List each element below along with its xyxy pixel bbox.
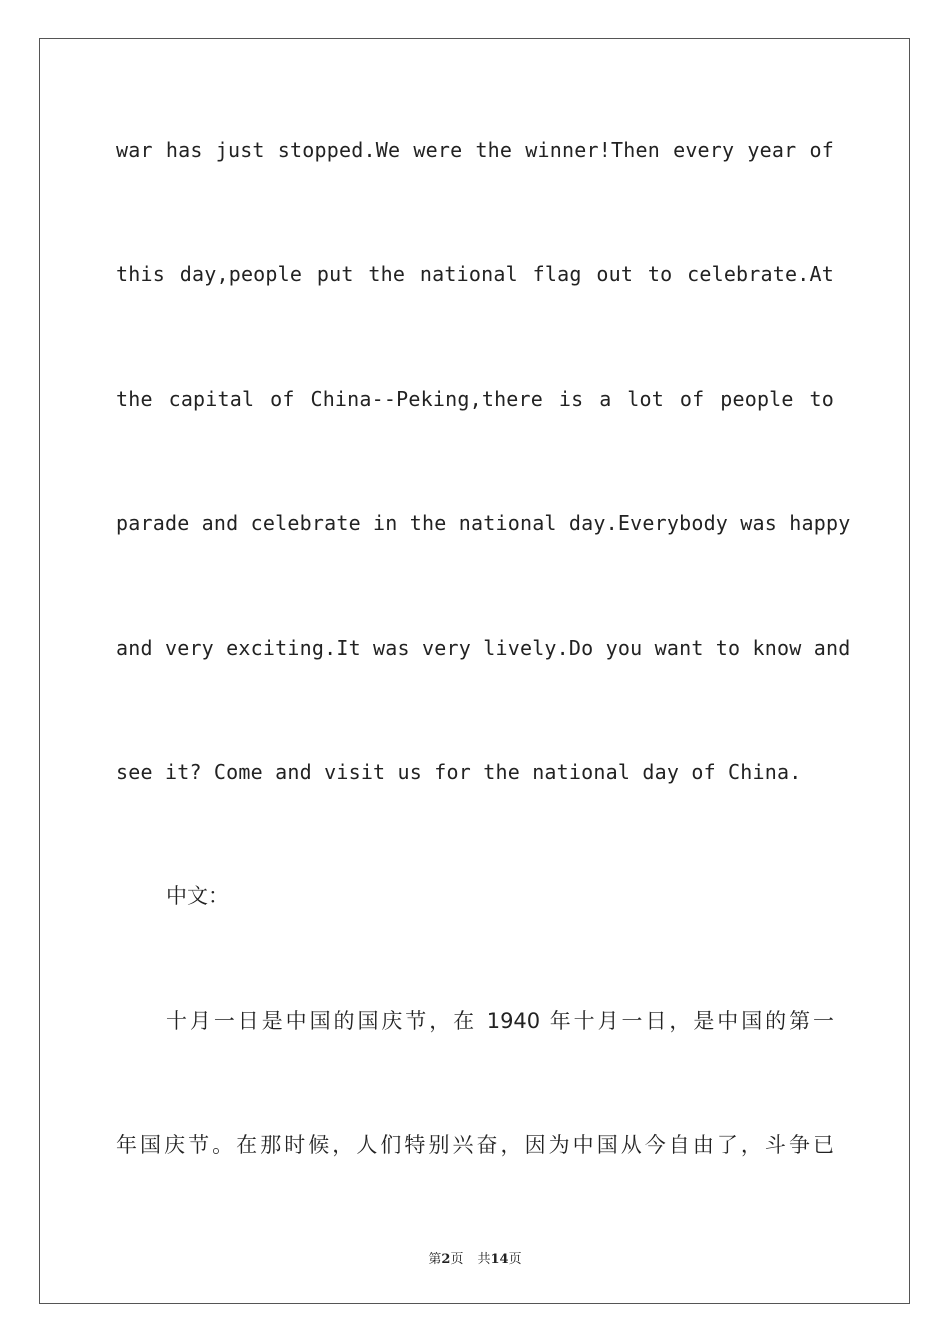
chinese-line-1: 十月一日是中国的国庆节，在 1940 年十月一日，是中国的第一 — [166, 1009, 834, 1033]
chinese-line-2: 年国庆节。在那时候，人们特别兴奋，因为中国从今自由了，斗争已 — [116, 1133, 834, 1157]
english-line-5: and very exciting.It was very lively.Do you want to know and — [116, 636, 851, 660]
chinese-heading: 中文： — [166, 884, 229, 908]
english-line-1: war has just stopped.We were the winner!Then every year of — [116, 138, 834, 162]
footer-total-prefix: 共 — [477, 1252, 491, 1267]
english-line-2: this day,people put the national flag out to celebrate.At — [116, 262, 834, 286]
english-line-3: the capital of China--Peking,there is a lot of people to — [116, 387, 834, 411]
footer-page-suffix: 页 — [450, 1252, 464, 1267]
footer-page-number: 2 — [441, 1252, 451, 1267]
english-line-4: parade and celebrate in the national day.Everybody was happy — [116, 511, 851, 535]
footer-total-suffix: 页 — [508, 1252, 522, 1267]
page-border — [39, 38, 910, 1304]
footer-page-prefix: 第 — [428, 1252, 442, 1267]
page-footer — [0, 1248, 950, 1267]
footer-total-pages: 14 — [490, 1252, 509, 1267]
english-line-6: see it? Come and visit us for the national day of China. — [116, 760, 802, 784]
